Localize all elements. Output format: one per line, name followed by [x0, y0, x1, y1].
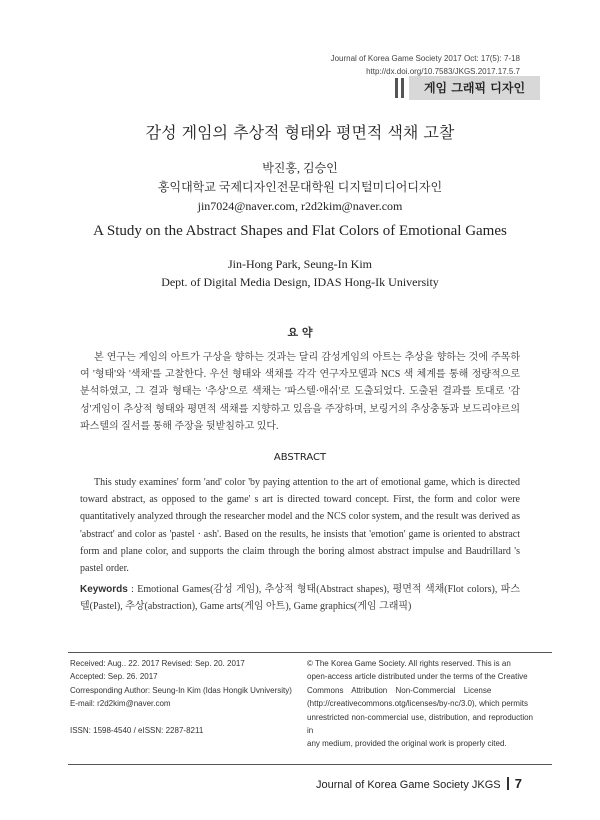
accepted-date: Accepted: Sep. 26. 2017: [70, 672, 158, 682]
banner-bar-decoration: [395, 78, 398, 98]
license-line: open-access article distributed under the terms of the Creative: [307, 672, 528, 682]
doi-link[interactable]: http://dx.doi.org/10.7583/JKGS.2017.17.5.7: [366, 67, 520, 76]
license-line: Commons Attribution Non-Commercial License: [307, 685, 492, 695]
license-line: any medium, provided the original work is properly cited.: [307, 739, 507, 749]
license-line: © The Korea Game Society. All rights reserved. This is an: [307, 659, 511, 668]
corresponding-author: Corresponding Author: Seung-In Kim (Idas Hongik Uvniversity): [70, 685, 292, 695]
summary-heading: 요 약: [287, 326, 313, 339]
journal-citation: Journal of Korea Game Society 2017 Oct: 17(5): 7-18: [330, 54, 520, 63]
summary-paragraph: 본 연구는 게임의 아트가 구상을 향하는 것과는 달리 감성게임의 아트는 추상을 향하는 것에 주목하여 '형태'와 '색채'를 고찰한다. 우선 형태와 색채를 각각 연구자모델과 NCS 색 체계를 통해 정량적으로 분석하였고, 그 결과 형태는 '추상'으로 색채는 '파스텔·애쉬'로 도출되었다. 도출된 결과를 토대로 '감성'게임이 추상적 형태와 평면적 색채를 지향하고 있음을 주장하며, 보링거의 추상충동과 보드리야르의 파스텔의 질서를 통해 주장을 뒷받침하고 있다.: [80, 352, 520, 432]
abstract-body: [80, 474, 520, 577]
footnote-left: [70, 657, 295, 737]
affiliation-en: Dept. of Digital Media Design, IDAS Hong-Ik University: [161, 275, 439, 289]
abstract-heading: ABSTRACT: [273, 452, 327, 463]
footnote-divider: [68, 652, 552, 653]
authors-en: Jin-Hong Park, Seung-In Kim: [228, 257, 372, 271]
footnote-right: [307, 657, 533, 751]
abstract-paragraph: This study examines' form 'and' color 'by paying attention to the art of emotional game, which is directed toward abstract, as opposed to the game' s art is directed toward concept. First, the form and color were quantitatively analyzed through the researcher model and the NCS color system, and the result was derived as 'abstract' and color as 'pastel · ash'. Based on the results, he insists that 'emotion' game is oriented to abstract form and plane color, and supports the claim through the boring almost abstract impulse and Baudrillard 's pastel order.: [80, 477, 520, 575]
keywords-block: [80, 581, 520, 615]
received-dates: Received: Aug.. 22. 2017 Revised: Sep. 20. 2017: [70, 659, 245, 668]
summary-body: [80, 349, 520, 435]
affiliation-ko: 홍익대학교 국제디자인전문대학원 디지털미디어디자인: [157, 180, 443, 194]
page-number: 7: [514, 776, 522, 791]
keywords-label: Keywords: [80, 584, 128, 595]
license-line: unrestricted non-commercial use, distribution, and reproduction in: [307, 712, 533, 736]
category-label: 게임 그래픽 디자인: [423, 81, 526, 95]
license-url[interactable]: (http://creativecommons.otg/licenses/by-nc/3.0), which permits: [307, 699, 528, 709]
category-banner: [395, 76, 540, 100]
spacer: [70, 711, 295, 724]
author-emails: jin7024@naver.com, r2d2kim@naver.com: [197, 199, 403, 213]
paper-title-ko: 감성 게임의 추상적 형태와 평면적 색채 고찰: [145, 123, 455, 142]
paper-title-en: A Study on the Abstract Shapes and Flat Colors of Emotional Games: [93, 223, 507, 239]
corresponding-email: E-mail: r2d2kim@naver.com: [70, 699, 171, 709]
keywords-text: : Emotional Games(감성 게임), 추상적 형태(Abstract shapes), 평면적 색채(Flot colors), 파스텔(Pastel), 추상(abstraction), Game arts(게임 아트), Game graphics(게임 그래픽): [80, 584, 521, 613]
authors-ko: 박진홍, 김승인: [262, 161, 338, 175]
banner-bar-decoration: [401, 78, 404, 98]
issn-line: ISSN: 1598-4540 / eISSN: 2287-8211: [70, 726, 204, 736]
page-footer: [316, 776, 522, 791]
footer-divider: [68, 764, 552, 765]
footer-separator: [507, 777, 509, 790]
footer-journal: Journal of Korea Game Society JKGS: [315, 779, 501, 791]
